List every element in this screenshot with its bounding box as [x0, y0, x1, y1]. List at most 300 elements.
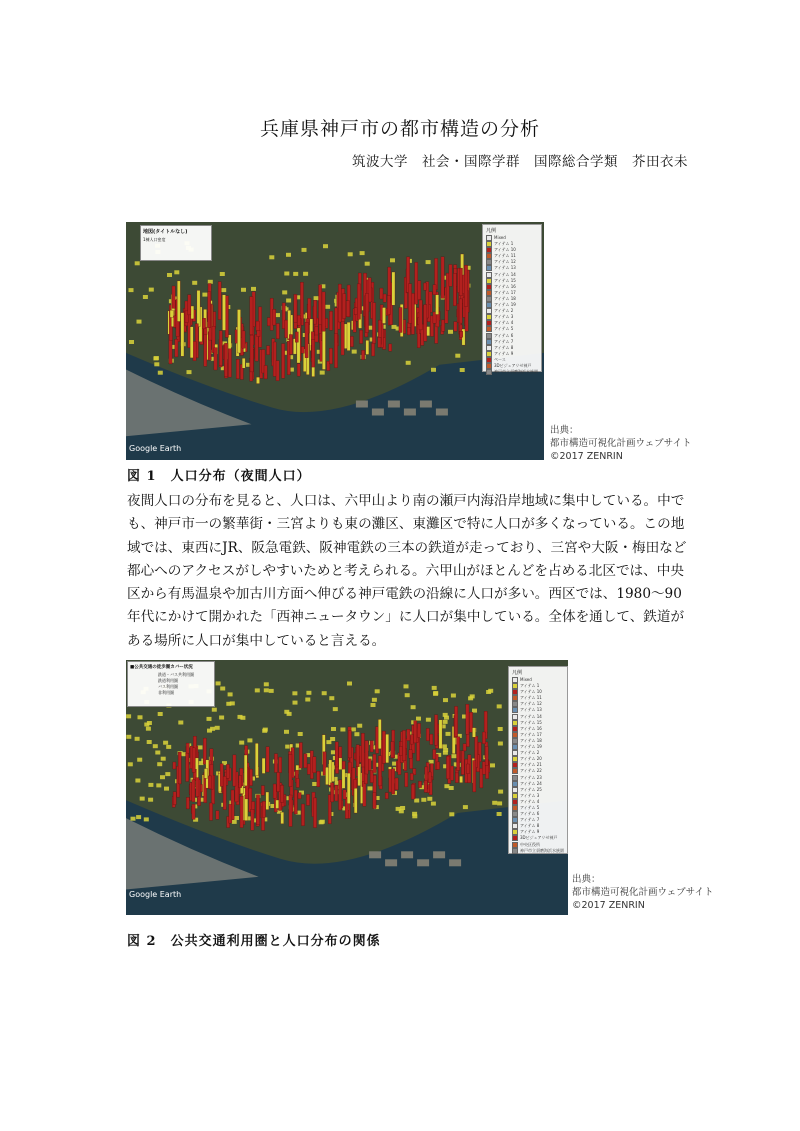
coverage-cell — [286, 253, 291, 257]
legend-label: アイテム 14 — [494, 271, 516, 277]
population-bar — [361, 733, 364, 767]
population-bar — [257, 330, 260, 336]
legend-label: アイテム 19 — [494, 302, 516, 308]
population-bar — [411, 293, 414, 334]
coverage-cell — [432, 686, 437, 690]
coverage-cell — [452, 754, 457, 758]
population-bar — [392, 272, 395, 305]
legend-label: アイテム 4 — [520, 798, 540, 804]
population-bar — [313, 757, 316, 773]
figure-2-source — [572, 873, 713, 912]
population-bar — [317, 771, 320, 787]
population-bar — [282, 344, 285, 379]
legend-label: Mixed — [494, 235, 506, 240]
population-bar — [274, 754, 277, 773]
legend-swatch — [512, 732, 518, 738]
population-bar — [273, 342, 276, 376]
coverage-cell — [126, 735, 131, 739]
legend-swatch — [486, 357, 492, 363]
population-bar — [366, 340, 369, 354]
coverage-cell — [411, 705, 416, 709]
population-bar — [386, 734, 389, 763]
coverage-cell — [292, 691, 297, 695]
coverage-cell — [333, 707, 338, 711]
population-bar — [430, 734, 433, 744]
coverage-cell — [492, 801, 497, 805]
coverage-cell — [426, 260, 431, 264]
legend-swatch — [512, 768, 518, 774]
population-bar — [485, 746, 488, 765]
figure-1-caption: 図 1 人口分布（夜間人口） — [127, 469, 311, 484]
population-bar — [172, 286, 175, 308]
coverage-cell — [164, 787, 169, 791]
legend-item — [483, 369, 541, 375]
population-bar — [435, 715, 438, 746]
population-bar — [289, 754, 292, 786]
inset-label: 鉄道・バス共利用圏 — [158, 672, 194, 677]
population-bar — [372, 303, 375, 344]
legend-label: アイテム 25 — [520, 786, 542, 792]
population-bar — [250, 335, 253, 372]
legend-swatch — [512, 817, 518, 823]
population-bar — [289, 795, 292, 827]
legend-title: 凡例 — [486, 228, 497, 234]
population-bar — [193, 341, 196, 360]
coverage-cell — [220, 272, 225, 276]
legend-label: アイテム 24 — [520, 780, 542, 786]
port-island — [401, 851, 413, 858]
legend-swatch — [512, 720, 518, 726]
population-bar — [204, 330, 207, 367]
coverage-cell — [365, 262, 370, 266]
legend-label: 3Dビジュアリゼ神戸 — [520, 835, 558, 841]
population-bar — [242, 358, 245, 368]
legend-label: アイテム 3 — [520, 792, 540, 798]
population-bar — [472, 728, 475, 738]
coverage-cell — [160, 775, 165, 779]
legend-label: アイテム 16 — [494, 283, 516, 289]
population-bar — [204, 769, 207, 779]
coverage-cell — [215, 726, 220, 730]
coverage-cell — [148, 783, 153, 787]
coverage-cell — [285, 745, 290, 749]
legend-title: 凡例 — [512, 670, 523, 676]
population-bar — [214, 348, 217, 370]
population-bar — [378, 756, 381, 786]
coverage-cell — [357, 724, 362, 728]
population-bar — [392, 769, 395, 794]
legend-swatch — [512, 823, 518, 829]
coverage-cell — [129, 288, 134, 292]
coverage-cell — [302, 248, 307, 252]
inset-label: 非利用圏 — [158, 690, 174, 695]
legend-swatch — [486, 272, 492, 278]
port-island — [420, 401, 432, 408]
coverage-cell — [306, 691, 311, 695]
legend-label: アイテム 1 — [494, 241, 514, 247]
coverage-cell — [497, 801, 502, 805]
population-bar — [373, 793, 376, 809]
coverage-cell — [498, 742, 503, 746]
legend-swatch — [486, 345, 492, 351]
population-bar — [315, 327, 318, 335]
coverage-cell — [340, 728, 345, 732]
population-bar — [426, 728, 429, 740]
coverage-cell — [404, 684, 409, 688]
legend-swatch — [512, 793, 518, 799]
population-bar — [358, 764, 361, 786]
population-bar — [262, 758, 265, 773]
population-bar — [461, 751, 464, 775]
port-island — [449, 859, 461, 866]
coverage-cell — [319, 820, 324, 824]
population-bar — [281, 812, 284, 824]
population-bar — [414, 721, 417, 743]
population-bar — [387, 295, 390, 314]
population-bar — [433, 749, 436, 759]
coverage-cell — [314, 296, 319, 300]
legend-label: アイテム 12 — [520, 701, 542, 707]
population-bar — [354, 788, 357, 813]
legend-swatch — [512, 683, 518, 689]
legend-swatch — [486, 320, 492, 326]
legend-label: 神戸市立須磨海浜水族園 — [494, 369, 538, 375]
population-bar — [285, 320, 288, 338]
legend-label: アイテム 10 — [520, 689, 542, 695]
port-island — [404, 409, 416, 416]
coverage-cell — [149, 288, 154, 292]
population-bar — [424, 305, 427, 342]
population-bar — [453, 273, 456, 306]
population-bar — [188, 295, 191, 315]
coverage-cell — [147, 721, 152, 725]
coverage-cell — [305, 698, 310, 702]
coverage-cell — [126, 714, 131, 718]
legend-label: アイテム 19 — [520, 744, 542, 750]
coverage-cell — [421, 798, 426, 802]
coverage-cell — [426, 718, 431, 722]
coverage-cell — [490, 763, 495, 767]
legend-label: アイテム 18 — [494, 295, 516, 301]
legend-swatch — [512, 750, 518, 756]
legend-label: アイテム 15 — [520, 719, 542, 725]
population-bar — [191, 306, 194, 319]
port-island — [388, 401, 400, 408]
coverage-cell — [293, 701, 298, 705]
coverage-cell — [228, 692, 233, 696]
legend-label: アイテム 7 — [520, 817, 540, 823]
coverage-cell — [392, 325, 397, 329]
coverage-cell — [220, 687, 225, 691]
port-island — [433, 851, 445, 858]
population-bar — [348, 731, 351, 758]
population-bar — [304, 754, 307, 768]
legend-swatch — [486, 339, 492, 345]
legend-swatch — [512, 829, 518, 835]
inset-title: ■公共交通の徒歩圏カバー状況 — [130, 665, 193, 670]
population-bar — [365, 293, 368, 332]
population-bar — [350, 336, 353, 346]
coverage-cell — [448, 330, 453, 334]
population-bar — [312, 339, 315, 367]
population-bar — [459, 299, 462, 323]
population-bar — [370, 741, 373, 752]
population-bar — [343, 790, 346, 799]
legend-swatch — [512, 799, 518, 805]
population-bar — [209, 803, 212, 820]
coverage-cell — [221, 288, 226, 292]
coverage-cell — [282, 290, 287, 294]
legend-swatch — [486, 369, 492, 375]
legend-swatch — [512, 787, 518, 793]
population-bar — [301, 804, 304, 826]
population-bar — [192, 780, 195, 802]
coverage-cell — [192, 281, 197, 285]
source-label: 出典： — [550, 425, 579, 436]
population-bar — [277, 772, 280, 791]
population-bar — [436, 295, 439, 315]
source-copyright: ©2017 ZENRIN — [550, 451, 623, 462]
population-bar — [224, 343, 227, 376]
map-2-inset-legend — [127, 661, 215, 707]
coverage-cell — [284, 272, 289, 276]
population-bar — [208, 776, 211, 789]
port-island — [369, 851, 381, 858]
coverage-cell — [368, 786, 373, 790]
coverage-cell — [219, 716, 224, 720]
figure-1-source — [550, 424, 691, 463]
population-bar — [360, 330, 363, 343]
coverage-cell — [163, 741, 168, 745]
population-bar — [407, 328, 410, 335]
legend-swatch — [512, 848, 518, 854]
population-bar — [419, 300, 422, 330]
legend-swatch — [486, 296, 492, 302]
coverage-cell — [153, 744, 158, 748]
population-bar — [469, 712, 472, 732]
coverage-cell — [148, 798, 153, 802]
population-bar — [363, 781, 366, 806]
inset-title: 地図(タイトルなし) — [143, 229, 188, 235]
population-bar — [473, 761, 476, 792]
legend-label: アイテム 18 — [520, 737, 542, 743]
coverage-cell — [198, 745, 203, 749]
legend-swatch — [486, 333, 492, 339]
population-bar — [410, 735, 413, 744]
population-bar — [276, 361, 279, 381]
legend-swatch — [486, 326, 492, 332]
population-bar — [335, 785, 338, 801]
population-bar — [186, 797, 189, 809]
inset-label: 鉄道利用圏 — [158, 678, 178, 683]
coverage-cell — [147, 740, 152, 744]
coverage-cell — [406, 361, 411, 365]
population-bar — [266, 792, 269, 810]
coverage-cell — [137, 758, 142, 762]
population-bar — [233, 755, 236, 786]
population-bar — [354, 308, 357, 315]
legend-swatch — [512, 701, 518, 707]
coverage-cell — [208, 280, 213, 284]
coverage-cell — [264, 688, 269, 692]
coverage-cell — [449, 812, 454, 816]
coverage-cell — [442, 744, 447, 748]
legend-label: アイテム 23 — [520, 774, 542, 780]
coverage-cell — [399, 809, 404, 813]
legend-label: アイテム 6 — [494, 332, 514, 338]
population-bar — [306, 794, 309, 805]
legend-label: アイテム 11 — [494, 253, 516, 259]
coverage-cell — [375, 689, 380, 693]
population-bar — [338, 284, 341, 322]
population-bar — [408, 284, 411, 324]
coverage-cell — [348, 252, 353, 256]
population-bar — [295, 332, 298, 342]
port-island — [436, 409, 448, 416]
coverage-cell — [463, 805, 468, 809]
population-bar — [294, 790, 297, 814]
population-bar — [402, 730, 405, 760]
population-bar — [307, 764, 310, 775]
population-bar — [223, 776, 226, 809]
population-bar — [331, 783, 334, 802]
coverage-cell — [352, 350, 357, 354]
legend-swatch — [512, 714, 518, 720]
population-bar — [334, 334, 337, 368]
population-bar — [411, 784, 414, 799]
paragraph-text: 夜間人口の分布を見ると、人口は、六甲山より南の瀬戸内海沿岸地域に集中している。中でも、神戸市一の繁華街・三宮よりも東の灘区、東灘区で特に人口が多くなっている。この地域では、東西にJR、阪急電鉄、阪神電鉄の三本の鉄道が走っており、三宮や大阪・梅田など都心へのアクセスがしやすいためと考えられる。六甲山がほとんどを占める北区では、中央区から有馬温泉や加古川方面へ伸びる神戸電鉄の沿線に人口が多い。西区では、1980～90年代にかけて開かれた「西神ニュータウン」に人口が集中している。全体を通して、鉄道がある場所に人口が集中していると言える。 — [127, 493, 687, 649]
legend-swatch — [486, 284, 492, 290]
population-bar — [441, 320, 444, 331]
figure-1-map — [126, 222, 544, 460]
coverage-cell — [298, 732, 303, 736]
population-bar — [329, 760, 332, 785]
population-bar — [314, 300, 317, 324]
coverage-cell — [241, 288, 246, 292]
population-bar — [264, 366, 267, 379]
coverage-cell — [156, 783, 161, 787]
population-bar — [428, 772, 431, 783]
population-bar — [289, 335, 292, 355]
coverage-cell — [207, 729, 212, 733]
legend-label: アイテム 1 — [520, 683, 540, 689]
legend-label: アイテム 8 — [494, 344, 514, 350]
coverage-cell — [216, 681, 221, 685]
coverage-cell — [165, 772, 170, 776]
legend-swatch — [486, 314, 492, 320]
inset-subtitle: 1棟人口密度 — [143, 237, 166, 242]
coverage-cell — [347, 682, 352, 686]
population-bar — [218, 282, 221, 320]
population-bar — [343, 294, 346, 319]
coverage-cell — [312, 782, 317, 786]
population-bar — [373, 754, 376, 773]
population-bar — [399, 308, 402, 333]
coverage-cell — [284, 730, 289, 734]
population-bar — [256, 377, 259, 384]
coverage-cell — [451, 694, 456, 698]
legend-label: アイテム 9 — [520, 829, 540, 835]
legend-swatch — [512, 805, 518, 811]
coverage-cell — [433, 692, 438, 696]
coverage-cell — [135, 737, 140, 741]
population-bar — [389, 344, 392, 351]
google-earth-watermark: Google Earth — [129, 444, 182, 453]
population-bar — [424, 283, 427, 290]
population-bar — [455, 706, 458, 736]
population-bar — [225, 296, 228, 338]
coverage-cell — [293, 272, 298, 276]
coverage-cell — [498, 727, 503, 731]
coverage-cell — [167, 273, 172, 277]
coverage-cell — [154, 362, 159, 366]
map-1-inset-legend — [140, 225, 212, 261]
coverage-cell — [372, 698, 377, 702]
coverage-cell — [202, 293, 207, 297]
coverage-cell — [255, 688, 260, 692]
coverage-cell — [158, 371, 163, 375]
legend-swatch — [512, 811, 518, 817]
inset-items — [128, 672, 214, 696]
population-bar — [319, 285, 322, 325]
population-bar — [197, 290, 200, 326]
source-label: 出典： — [572, 874, 601, 885]
population-bar — [280, 785, 283, 802]
population-bar — [342, 761, 345, 769]
coverage-cell — [239, 741, 244, 745]
coverage-cell — [331, 727, 336, 731]
inset-label: バス利用圏 — [158, 684, 178, 689]
legend-swatch — [486, 308, 492, 314]
population-bar — [457, 737, 460, 771]
population-bar — [296, 779, 299, 788]
paper-title: 兵庫県神戸市の都市構造の分析 — [259, 118, 540, 140]
population-bar — [378, 337, 381, 347]
legend-swatch — [512, 756, 518, 762]
coverage-cell — [212, 708, 217, 712]
population-bar — [298, 793, 301, 799]
population-bar — [256, 795, 259, 825]
population-bar — [273, 784, 276, 798]
coverage-cell — [443, 698, 448, 702]
population-bar — [347, 322, 350, 350]
port-island — [356, 401, 368, 408]
legend-swatch — [512, 744, 518, 750]
coverage-cell — [329, 696, 334, 700]
population-bar — [378, 719, 381, 748]
legend-label: アイテム 21 — [520, 762, 542, 768]
legend-swatch — [486, 302, 492, 308]
coverage-cell — [284, 710, 289, 714]
population-bar — [273, 309, 276, 325]
legend-label: アイテム 11 — [520, 695, 542, 701]
legend-swatch — [486, 259, 492, 265]
population-bar — [299, 743, 302, 769]
population-bar — [463, 744, 466, 751]
legend-label: アイテム 17 — [494, 289, 516, 295]
legend-swatch — [486, 247, 492, 253]
author-line: 筑波大学 社会・国際学群 国際総合学類 芥田衣未 — [352, 154, 688, 170]
population-bar — [266, 747, 269, 772]
coverage-cell — [161, 757, 166, 761]
coverage-cell — [444, 784, 449, 788]
legend-swatch — [512, 738, 518, 744]
population-bar — [399, 746, 402, 756]
legend-label: アイテム 22 — [520, 768, 542, 774]
coverage-cell — [247, 738, 252, 742]
population-bar — [455, 773, 458, 783]
population-bar — [347, 773, 350, 804]
